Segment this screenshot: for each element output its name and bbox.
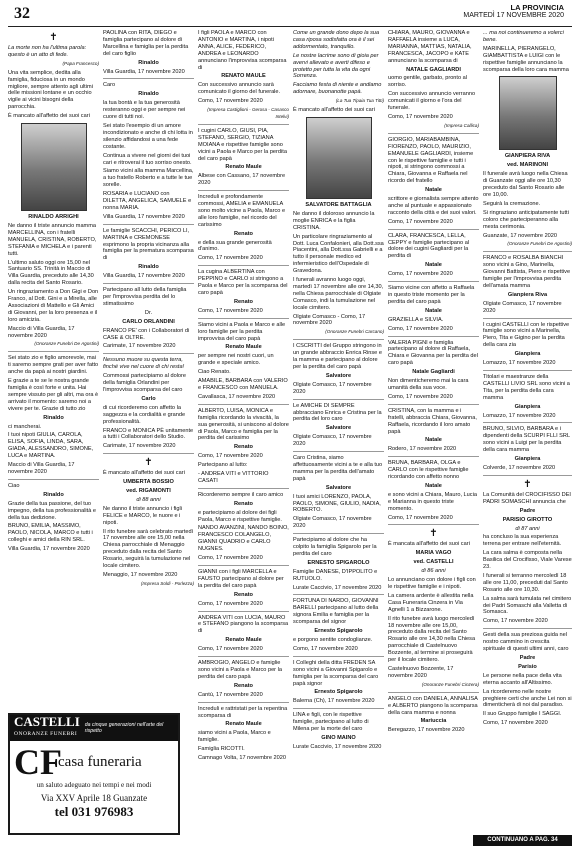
notice-text: e partecipiamo al dolore dei figli Paola, Marco e rispettive famiglie. [198,509,282,523]
quote: Facciamo festa di niente e andiamo adornare, buonanotte papà. [293,82,382,96]
notice-text: AMBROGIO, ANGELO e famiglie sono vicini a Paola e Marco per la perdita del caro papà [198,660,282,680]
notice-text: - ANDREA VITI e VITTORIO CASATI [198,471,269,484]
notice-text: siamo vicini a Paola, Marco e famiglie. [198,730,271,744]
deceased-name: Gianpiera [514,351,541,358]
deceased-name: Salvatore [325,425,352,432]
deceased-name: Ernesto Spigarolo [314,628,363,635]
notice-date: Villa Guardia, 17 novembre 2020 [8,546,90,553]
notice-date: Lurate Caccivio, 17 novembre 2020 [293,584,382,591]
notice-text: Siamo vicini a Paola e Marco e alle loro famiglie per la perdita improvvisa del caro papà [198,321,286,342]
deceased-name: Gianpiera [514,403,541,410]
quote-signature: (La Tua Tipaia Tua Titti) [335,98,384,104]
deceased-name: Natale [425,262,442,269]
divider [293,451,384,452]
notice-text: NANDO AVANZINI, NANDO BOINO, FRANCESCO COLANGELO, GIANNI QUADRIO e CARLO NUGNES. [198,525,289,553]
divider [388,281,479,282]
divider [103,453,194,454]
deceased-name: Renato Maule [225,344,262,351]
notice-text: FRANCO PE' con i Collaboratori di CASE & OLTRE. [103,327,190,341]
notice-date: Villa Guardia, 17 novembre 2020 [103,273,185,280]
notice-text: Sei stato l'esempio di un amore incondizionato e anche di chi lotta in silenzio affidandosi a una fede costante. [103,122,193,150]
deceased-name: Natale [425,307,442,314]
notice-text: GRAZIELLA e SILVIA. [388,316,444,323]
notice-text: La salma sarà tumulata nel cimitero dei Padri Somaschi alla Valletta di Somasca. [483,595,572,616]
notice-date: Como, 17 novembre 2020 [388,325,453,332]
ad-address: Via XXV Aprile 18 Guanzate [40,792,148,803]
notice-text: Partecipano all lutto della famiglia per l'improvvisa perdita del lo stimatissimo [103,287,187,307]
divider [103,78,194,79]
notice-text: GIORGIO, MARIABAMBINA, FIORENZO, PAOLO, MAURIZIO, EMANUELE GAGLIARDI, insieme con le rispettive famiglie e tutti i nipoti, si stringono commossi a Chiara, Giovanna e Raffaela nel ricordo del fratello [388,136,474,185]
notice-text: Si ringraziano anticipatamente tutti coloro che parteciperanno alla mesta cerimonia. [483,209,569,230]
divider [388,229,479,230]
notice-text: Con successivo annuncio sarà comunicato il giorno del funerale. [198,82,281,96]
notice-text: Dr. [144,309,153,316]
column-6 [483,30,572,817]
notice-text: Le famiglie SCACCHI, PERICO LI, MARTINA e CREMONESE esprimono la propria vicinanza alla famiglia per la prematura scomparsa di [103,227,194,262]
cross-icon: ✝ [523,478,532,490]
notice-text: PAOLINA con RITA, DIEGO e famiglia partecipano al dolore di Marcellina e famiglia per la perdita del caro figlio [103,30,189,57]
notice-date: Como, 17 novembre 2020 [388,271,453,278]
divider [198,488,289,489]
deceased-name: Salvatore [325,484,352,491]
notice-text: Siamo vicini alla mamma Marcellina, a tuo fratello Roberto e a tutte le tue sorelle. [103,168,194,189]
notice-date: Maccio di Villa Guardia, 17 novembre 2020 [8,462,75,475]
notice-text: uomo gentile, garbato, pronto al sorriso. [388,75,467,89]
notice-text: Le AMICHE DI SEMPRE abbracciano Enrica e Cristina per la perdita del loro caro [293,402,382,423]
notice-text: La cugina ALBERTINA con PEPPINO e CARLO si stringono a Paola e Marco per la scomparsa del caro papà [198,269,288,296]
notice-text: FRANCO e ROSALBA BIANCHI sono vicini a Gino, Marinella, Giovanni Battista, Piero e rispettive famiglie per l'improvvisa perdita dell'amata mamma [483,255,571,289]
ad-phone: tel 031 976983 [54,803,134,819]
notice-text: È mancata all'affetto dei suoi cari [388,541,470,548]
notice-text: CRISTINA, con la mamma e i fratelli, abbraccia Chiara, Giovanna, Raffaela, ricordando il loro amato papà [388,407,477,435]
deceased-name: Renato [234,682,253,689]
page-number: 32 [14,5,30,22]
cross-icon: ✝ [49,32,58,43]
notice-date: Villa Guardia, 17 novembre 2020 [103,68,185,75]
notice-text: È mancato all'affetto dei suoi cari [293,107,375,114]
notice-text: Ne danno il triste annuncio mamma MARCELLINA, con i fratelli MANUELA, CRISTINA, ROBERTO, STEFANIA e MICHELA e i parenti tutti. [8,222,97,257]
ad-brand-name: CASTELLI [14,714,80,729]
notice-date: Maccio di Villa Guardia, 17 novembre 2020 [8,325,75,339]
divider [198,124,289,125]
column-5 [388,30,479,833]
notice-text: Il suo Gruppo famiglie I SAGGI. [483,711,562,718]
notice-text: Seguirà la cremazione. [483,200,541,207]
notice-text: Caro Cristina, siamo affettuosamente vicini a te e alla tuo mamma per la perdita dell'amato papà [293,455,383,482]
notice-date: Como, 17 novembre 2020 [198,646,263,653]
deceased-name: Natale [425,437,442,444]
quote: Nessuno muore su questa terra, finché vive nel cuore di chi resta! [103,357,185,371]
deceased-name: Salvatore [325,372,352,379]
notice-text: La ricorderemo nelle nostre preghiere certi che anche Lei non si dimenticherà di noi dal paradiso. [483,688,572,709]
notice-text: Ne danno il triste annuncio i figli FELICE e MARCO, le nuore e i nipoti. [103,505,182,526]
notice-date: Albese con Cassano, 17 novembre 2020 [198,173,286,187]
deceased-age: di 87 anni [515,525,540,532]
notice-text: la tua bontà e la tua generosità resteranno oggi e per sempre nei cuore di tutti noi. [103,100,186,121]
deceased-name: RINALDO ARRIGHI [28,214,79,221]
deceased-name: Renato [234,230,253,237]
deceased-name: Natale Gagliardi [412,369,455,376]
quote: Le nostre lacrime sono di gioia per avervi allevato e averti difeso e protetto per tutta la vita da ogni Sorrenza. [293,52,379,80]
notice-date: Como, 17 novembre 2020 [388,393,453,400]
ad-body [10,741,178,782]
notice-text: Partecipiamo al dolore che ha colpito la famiglia Spigarolo per la perdita del caro [293,537,377,557]
page-header [8,0,572,27]
notice-text: Partecipano al lutto: [198,462,248,469]
column-4 [293,30,384,833]
notice-text: Lo annunciano con dolore i figli con le rispettive famiglie e i nipoti. [388,577,476,590]
notice-date: Lomazzo, 17 novembre 2020 [483,412,556,419]
notice-text: Ricorderemo sempre il caro amico [198,491,284,498]
deceased-name: Natale [425,482,442,489]
notice-date: Carimate, 17 novembre 2020 [103,343,176,350]
divider [388,524,479,525]
agency-signature: (Onoranze Funebri De Agostini) [34,341,99,347]
notice-text: Titolari e maestranze della CASTELLI LIVIO SRL sono vicini a Tita, per la perdita della cara mamma [483,374,570,401]
ad-brand-sub: ONORANZE FUNEBRI [14,731,78,737]
publication-info [463,4,564,20]
notice-date: Como, 17 novembre 2020 [198,255,263,262]
cross-icon: ✝ [144,457,153,469]
notice-text: Il rito funebre avrà luogo mercoledì 18 novembre alle ore 15,00, preceduto dalla recita del Santo Rosario alle ore 14,30 nella Chiesa parrocchiale di Castelnuovo Bozzente, al termine si proseguirà per il locale cimitero. [388,615,476,664]
notice-text: Ciao Renato. [198,369,231,376]
notice-text: Un particolare ringraziamento al Dott. Luca Confalonieri, alla Dott.ssa Piacentini, alla Dott.ssa Gabrielli e a tutto il personale medico ed infermieristico dell'Ospedale di Gravedona. [293,233,384,275]
notice-text: Una vita semplice, dedita alla famiglia, fiduciosa in un mondo migliore, sempre attento agli ultimi delle missioni lontane e un occhio vigile ai vicini bisogni della parrocchia. [8,69,93,111]
notice-text: e sono vicini a Chiara, Mauro, Lucia e Marianna in questo triste momento. [388,491,477,512]
notice-text: di cui ricorderemo con affetto la saggezza e la cordialità e grande professionalità. [103,404,186,425]
notice-text: Il funerale avrà luogo nella Chiesa di Guanzate oggi alle ore 10,30 preceduto dal Santo Rosario alle ore 10,00. [483,171,568,198]
notice-text: Le persone nella pace della vita eterna accanto all'Altissimo. [483,672,562,686]
portrait-photo [499,76,557,150]
notice-text: I cugini CASTELLI con le rispettive famiglie sono vicini a Marinella, Piero, Tita e Gigino per la perdita della cara zia [483,321,570,349]
notice-text: L'ultimo saluto oggi ore 15,00 nel Santuario SS. Trinità in Maccio di Villa Guardia, preceduto alle 14,30 dalla recita del Santo Rosario. [8,259,94,287]
notice-date: Castelnuovo Bozzente, 17 novembre 2020 [388,665,454,679]
notice-text: ha concluso la sua esperienza terrena per entrare nell'eternità. [483,534,562,548]
divider [483,251,572,252]
deceased-name: Ernesto Spigarolo [314,689,363,696]
notice-date: Olgiate Comasco, 17 novembre 2020 [483,300,562,314]
deceased-name: ved. MARINONI [506,162,549,169]
notice-date: Menaggio, 17 novembre 2020 [103,572,178,578]
notice-text: BRUNO, EMILIA, MASSIMO, PAOLO, NICOLA, MARCO e tutti i colleghi e amici della RIN SRL. [8,523,93,544]
notice-text: Un ringraziamento a Don Gigi e Don Franco, al Dott. Gini e a Mirella, alle Associazioni di Mattello e Gli Amici di Giovanni, per la loro presenza e il loro amicizia. [8,289,99,323]
quote-signature: (Papa Francesco) [62,60,99,66]
notice-text: Ne danno il doloroso annuncio la moglie ENRICA e la figlia CRISTINA. [293,210,375,231]
notice-text: I Colleghi della ditta FREDEN SA sono vicini a Giovanni Spigarolo e famiglia per la scomparsa del caro papà signor [293,659,379,687]
notice-text: Continua a vivere nel giorni dei tuoi cari e ritroverai il tuo sorriso onesto. [103,152,192,166]
notice-text: ANGELO con DANIELA, ANNALISA e ALBERTO piangono la scomparsa della cara mamma e nonna [388,695,478,716]
deceased-name: ved. RIGAMONTI [126,488,171,495]
divider [388,404,479,405]
deceased-name: Renato [234,591,253,598]
deceased-name: GINO MAINO [321,734,356,741]
notice-text: I figli PAOLA e MARCO con ANTONIO e MARTINA, i nipoti ANNA, ALICE, FEDERICO, ANDREA e LEONARDO annunciano l'improvvisa scomparsa di [198,30,287,71]
notice-text: Ciao [8,482,20,489]
divider [198,656,289,657]
ad-brand [10,715,80,741]
notice-date: Olgiate Comasco, 17 novembre 2020 [293,516,372,530]
portrait-photo [21,123,87,211]
deceased-name: Renato [234,500,253,507]
notice-date: Como, 17 novembre 2020 [198,600,263,607]
notice-text: LINA e figli, con le rispettive famiglie, partecipano al lutto di Milena per la morte del caro [293,712,369,733]
notice-date: Como, 17 novembre 2020 [198,98,263,105]
notice-text: I funerali avranno luogo oggi, martedì 17 novembre alle ore 14,30, nella Chiesa parrocchiale di Olgiate Comasco, indi la tumulazione nel locale cimitero. [293,277,384,311]
notice-text: Famiglia RICOTTI. [198,746,245,753]
notice-text: E grazie a te se le nostra grande famiglia è così forte e unita. Hai sempre vissuto per gli altri, ma ora è arrivato il momento: saremo noi a vivere per te. Grazie di tutto zio [8,378,99,412]
deceased-name: Rinaldo [138,91,159,98]
deceased-name: Renato [234,444,253,451]
notice-text: ANDREA VITI con LUCIA, MAURO e STEFANO piangono la scomparsa di [198,614,289,635]
deceased-name: UMBERTA BOSSIO [123,479,174,486]
agency-signature: (Impresa Castiglioni - Gerosa - Casasco Intelvi) [207,107,289,119]
continue-banner: CONTINUANO A PAG. 34 [473,835,572,846]
notice-text: per sempre nei nostri cuori, un grande e speciale amico. [198,353,274,367]
notice-text: Increduli e profondamente commossi, AMELIA e EMANUELA sono molto vicine a Paola, Marco e alle loro famiglie, nel ricordo del carissimo [198,194,286,228]
notice-text: Increduli e rattristati per la repentina scomparsa di [198,705,288,719]
notice-text: FRANCO e MONICA PÈ unitamente a tutti i Collaboratori dello Studio. [103,427,194,441]
notice-text: ROSARIA e LUCIANO con DILETTA, ANGELICA, SAMUELE e nonna MARIA. [103,191,192,211]
divider [198,565,289,566]
notice-date: Como, 17 novembre 2020 [388,514,453,521]
notice-text: La cara salma è composta nella Basilica del Crocifisso, Viale Varese 23. [483,550,572,571]
notice-date: Guanzate, 17 novembre 2020 [483,232,558,239]
divider [103,224,194,225]
notice-text: CLARA, FRANCESCA, LELLA, CEPPY e famiglie partecipano al dolore dei cugini Gagliardi per la perdita di [388,232,470,260]
agency-signature: (Impresa Soldi - Porlezza) [140,580,194,586]
notice-date: Como, 17 novembre 2020 [293,645,358,652]
deceased-name: Rinaldo [43,491,64,498]
notice-date: Villa Guardia, 17 novembre 2020 [103,213,185,220]
deceased-name: PARISIO GIROTTO [502,516,553,523]
divider [483,422,572,423]
portrait-photo [306,117,372,199]
deceased-name: GIANPIERA RIVA [504,153,551,160]
publication-name: LA PROVINCIA [510,3,564,12]
deceased-name: Renato [234,298,253,305]
quote: Come un grande dono depo la sua casa riposa sodisfatta ora è il sei addormentato, tranquillo. [293,30,380,50]
notice-date: Colverde, 17 novembre 2020 [483,464,556,471]
divider [388,336,479,337]
deceased-name: SALVATORE BATTAGLIA [305,201,372,208]
divider [198,318,289,319]
notice-text: ALBERTO, LUISA, MONICA e famiglia ricordando la vivacità, la sua generosità, si uniscono al dolore di Paola, Marco e famiglia per la perdita del carissimo [198,407,289,442]
notice-date: Camnago Volta, 17 novembre 2020 [198,755,287,762]
divider [293,533,384,534]
notice-date: Como, 17 novembre 2020 [388,113,453,120]
notice-text: Grazie della tua passione, del tuo impegno, della tua professionalità e della tua dedizione. [8,500,97,521]
deceased-name: MARIA VAGO [415,550,452,557]
quote: ... ma noi continueremo a volerci bene. [483,30,564,43]
notice-date: Olgiate Comasco, 17 novembre 2020 [293,434,372,448]
notice-date: Lurate Caccivio, 17 novembre 2020 [293,743,382,750]
agency-signature: (Onoranze Funebri De Agostini) [507,241,572,247]
ad-tagline: da cinque generazioni nell'arte del rispetto [84,722,164,734]
deceased-name: CARLO ORLANDINI [122,318,175,325]
deceased-name: Gianpiera [514,456,541,463]
notice-date: Como, 17 novembre 2020 [483,618,548,625]
divider [293,339,384,340]
divider [198,190,289,191]
divider [483,475,572,476]
agency-signature: (Impresa Callica) [444,122,479,128]
notice-text: GIANNI con i figli MARCELLA e FAUSTO partecipano al dolore per la perdita del caro papà [198,569,284,589]
divider [198,404,289,405]
column-3 [198,30,289,833]
divider [293,399,384,400]
divider [483,628,572,629]
notice-text: I tuoi amici LORENZO, PAOLA, PAOLO, SIMONE, GIULIO, NADIA, ROBERTO. [293,493,381,514]
notice-text: Commossi partecipiamo al dolore della famiglia Orlandini per l'improvvisa scomparsa del caro [103,373,187,393]
deceased-name: Renato Maule [225,164,262,171]
deceased-name: Renato Maule [225,721,262,728]
deceased-name: Padre [519,655,536,661]
notice-text: La Comunità del CROCIFISSO DEI PADRI SOMASCHI annuncia che [483,491,571,505]
notice-text: È mancato all'affetto dei suoi cari [103,470,185,477]
deceased-name: Rinaldo [138,59,159,66]
notice-text: Gesti della sua preziosa guida nel nostro cammino in crescita spirituale di questi ultimi anni, caro [483,632,569,653]
divider [483,370,572,371]
deceased-name: RENATO MAULE [221,73,266,80]
notice-text: BRUNA, BARBARA, OLGA e CARLO con le rispettive famiglie ricordando con affetto nonno [388,460,469,481]
ad-banner [10,715,178,741]
notice-text: scrittore e giornalista sempre attento anche al puntuale e appassionato racconto della città e dei suoi valori. [388,196,479,216]
divider [103,283,194,284]
ad-logo: CF [14,742,62,782]
notice-date: Cavallasca, 17 novembre 2020 [198,393,276,400]
notice-text: e della sua grande generosità d'animo. [198,239,272,253]
notice-text: e porgono sentite condoglianze. [293,637,373,643]
obituary-columns [8,30,572,833]
divider [198,265,289,266]
notice-text: I cugini CARLO, GIUSI, PIA, STEFANO, SERGIO, TIZIANA MOIANA e rispettive famiglie sono vicini a Paola e Marco per la perdita del caro papà [198,127,287,162]
agency-signature: (Onoranze Funebri Cinzera) [421,681,479,687]
divider [8,351,99,352]
notice-text: Con successivo annuncio verranno comunicati il giorno e l'ora del funerale. [388,91,476,112]
divider [293,594,384,595]
notice-text: FORTUNA DI NARDO, GIOVANNI BARELLI partecipano al lutto della signora Emilia e famiglia per la scomparsa del signor [293,598,379,626]
deceased-age: di 86 anni [421,568,446,575]
agency-signature: (Onoranze Funebri Carcano) [325,329,384,335]
ad-slogan: un saluto adeguato nei tempi e nei modi [36,781,152,789]
divider [388,456,479,457]
notice-text: I CSCRITTI del Gruppo stringono in un grande abbraccio Enrica Rinse e la mamma e partecipano al dolore per la perdita del caro papà [293,343,382,370]
notice-text: CHIARA, MAURO, GIOVANNA e RAFFAELA insieme a LUCA, MARIANNA, MATTIAS, NATALIA, FRANCESCA, JACOPO e KATE annunciano la scomparsa di [388,30,472,64]
notice-date: Como, 17 novembre 2020 [388,218,453,225]
deceased-name: Rinaldo [43,414,64,421]
notice-date: Olgiate Comasco - Como, 17 novembre 2020 [293,313,366,327]
divider [388,692,479,693]
deceased-name: Mariuccia [420,718,447,725]
deceased-name: NATALE GAGLIARDI [406,66,461,73]
notice-text: AMABILE, BARBARA con VALERIO e FRANCESCO con MANUELA. [198,378,288,391]
notice-text: BRUNO, SILVIO, BARBARA e i dipendenti della SCURPI FLLI SRL sono vicini a Luigi per la perdita della cara mamma [483,426,570,454]
notice-text: MARINELLA, PIERANGELO, GIAMBATTISTA e LUIGI con le rispettive famiglie annunciano la scomparsa della loro cara mamma [483,45,569,73]
divider [293,656,384,657]
divider [198,702,289,703]
divider [483,318,572,319]
notice-date: Como, 17 novembre 2020 [483,720,548,727]
quote: La morte non ha l'ultima parola: questo è un atto di fede. [8,45,87,58]
deceased-name: Parisio [518,663,537,670]
notice-text: ci mancherai. [8,423,42,430]
divider [103,353,194,354]
deceased-name: ERNESTO SPIGAROLO [307,559,370,566]
divider [8,479,99,480]
divider [293,708,384,709]
notice-text: VALERIA PIGNI e famiglia partecipano al dolore di Raffaela, Chiara e Giovanna per la perdita del caro papà [388,339,478,367]
notice-date: Olgiate Comasco, 17 novembre 2020 [293,381,372,395]
notice-date: Beregazzo, 17 novembre 2020 [388,727,465,734]
notice-text: Caro [103,82,116,89]
divider [198,611,289,612]
notice-text: Siamo vicine con affetto a Raffaela in questo triste momento per la perdita del caro papà [388,285,475,305]
notice-date: Balerna (Ch), 17 novembre 2020 [293,698,375,705]
notice-text: Famiglie DANESE, D'IPPOLITO e RUTUOLO. [293,568,378,582]
notice-text: È mancato all'affetto dei suoi cari [8,113,90,120]
divider [388,133,479,134]
deceased-name: Padre [519,507,536,514]
notice-text: Il rito funebre sarà celebrato martedì 17 novembre alle ore 15,00 nella Chiesa parrocchiale di Menaggio preceduto dalla recita del Santo Rosario, seguirà la tumulazione nel locale cimitero. [103,528,194,570]
ad-title: casa funeraria [58,754,142,770]
notice-text: Non dimenticheremo mai la cara umanità della sua voce. [388,378,469,391]
notice-text: Sei stato zio e figlio amorevole, mai ti saremo sempre grati per aver fatto anche da papà ai nostri giardini. [8,355,99,376]
notice-date: Como, 17 novembre 2020 [198,555,263,562]
notice-date: Como, 17 novembre 2020 [198,307,263,314]
deceased-name: Renato Maule [225,637,262,644]
notice-date: Lomazzo, 17 novembre 2020 [483,360,556,367]
notice-date: Cantù, 17 novembre 2020 [198,691,263,698]
deceased-name: Carlo [141,395,156,402]
notice-date: Rodero, 17 novembre 2020 [388,446,457,453]
notice-date: Como, 17 novembre 2020 [198,453,263,460]
deceased-name: ved. CASTELLI [413,559,454,566]
column-2 [103,30,194,691]
deceased-name: Natale [425,187,442,194]
notice-text: La camera ardente è allestita nella Casa Funeraria Cinzera in Via Agnelli 1 a Bizzarone. [388,592,474,613]
notice-text: I funerali si terranno mercoledì 18 alle ore 11,00, preceduti dal Santo Rosario alle ore 10,30. [483,572,568,593]
notice-date: Carimate, 17 novembre 2020 [103,443,176,450]
notice-text: I tuoi nipoti GIULIA, CAROLA, ELISA, SOFIA, LINDA, SARA, GIADA, ALESSANDRO, SIMONE, LUCA e MARTINA. [8,432,94,460]
cross-icon: ✝ [429,528,438,540]
deceased-name: Rinaldo [138,264,159,271]
publication-date: MARTEDÌ 17 NOVEMBRE 2020 [463,12,564,19]
funeral-home-ad [8,713,180,835]
deceased-name: Gianpiera Riva [507,291,548,298]
deceased-age: di 88 anni [136,496,161,503]
